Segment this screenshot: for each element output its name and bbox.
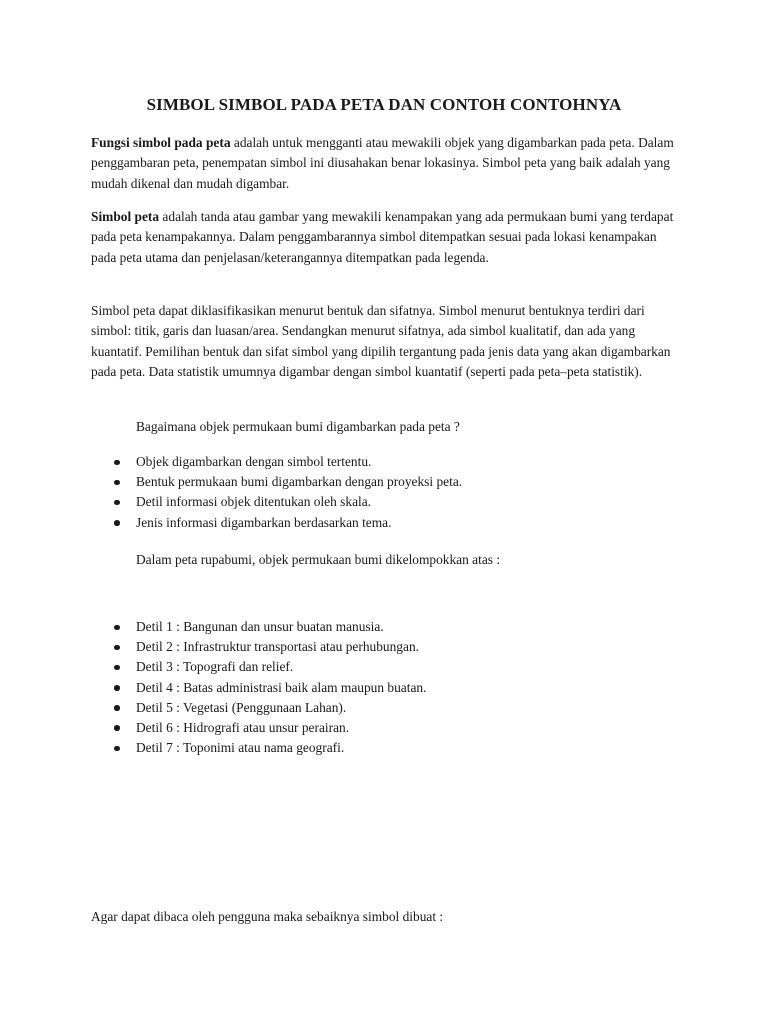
paragraph-lead-bold: Simbol peta [91,209,160,224]
list-item: Detil 5 : Vegetasi (Penggunaan Lahan). [91,698,426,718]
list-item: Detil 1 : Bangunan dan unsur buatan manusia. [91,617,426,637]
paragraph-simbol-peta [91,207,679,268]
list-item: Detil 6 : Hidrografi atau unsur perairan. [91,718,426,738]
closing-text: Agar dapat dibaca oleh pengguna maka sebaiknya simbol dibuat : [91,909,444,924]
list-item: Detil 2 : Infrastruktur transportasi atau perhubungan. [91,637,426,657]
list-item: Objek digambarkan dengan simbol tertentu. [91,452,462,472]
list-item: Bentuk permukaan bumi digambarkan dengan proyeksi peta. [91,472,462,492]
question-text: Bagaimana objek permukaan bumi digambarkan pada peta ? [136,419,460,434]
paragraph-fungsi-simbol [91,133,679,194]
list-item: Detil informasi objek ditentukan oleh skala. [91,492,462,512]
list-item: Detil 3 : Topografi dan relief. [91,657,426,677]
list-item: Detil 7 : Toponimi atau nama geografi. [91,738,426,758]
paragraph-text: adalah tanda atau gambar yang mewakili kenampakan yang ada permukaan bumi yang terdapat pada peta kenampakannya. Dalam penggambarannya simbol ditempatkan sesuai pada lokasi kenampakan pada peta utama dan penjelasan/keterangannya ditempatkan pada legenda. [91,209,674,265]
paragraph-klasifikasi: Simbol peta dapat diklasifikasikan menurut bentuk dan sifatnya. Simbol menurut bentuknya terdiri dari simbol: titik, garis dan luasan/area. Sendangkan menurut sifatnya, ada simbol kualitatif, dan ada yang kuantatif. Pemilihan bentuk dan sifat simbol yang dipilih tergantung pada jenis data yang akan digambarkan pada peta. Data statistik umumnya digambar dengan simbol kuantatif (seperti pada peta–peta statistik). [91,303,671,380]
list-item: Jenis informasi digambarkan berdasarkan tema. [91,513,462,533]
document-title: SIMBOL SIMBOL PADA PETA DAN CONTOH CONTOHNYA [146,95,622,114]
paragraph-lead-bold: Fungsi simbol pada peta [91,135,231,150]
intro-rupabumi-text: Dalam peta rupabumi, objek permukaan bumi dikelompokkan atas : [136,552,501,567]
bullet-list-detil [91,617,426,758]
paragraph-text: adalah untuk mengganti atau mewakili objek yang digambarkan pada peta. Dalam penggambaran peta, penempatan simbol ini diusahakan benar lokasinya. Simbol peta yang baik adalah yang mudah dikenal dan mudah digambar. [91,135,674,191]
list-item: Detil 4 : Batas administrasi baik alam maupun buatan. [91,678,426,698]
bullet-list-representation [91,452,462,533]
